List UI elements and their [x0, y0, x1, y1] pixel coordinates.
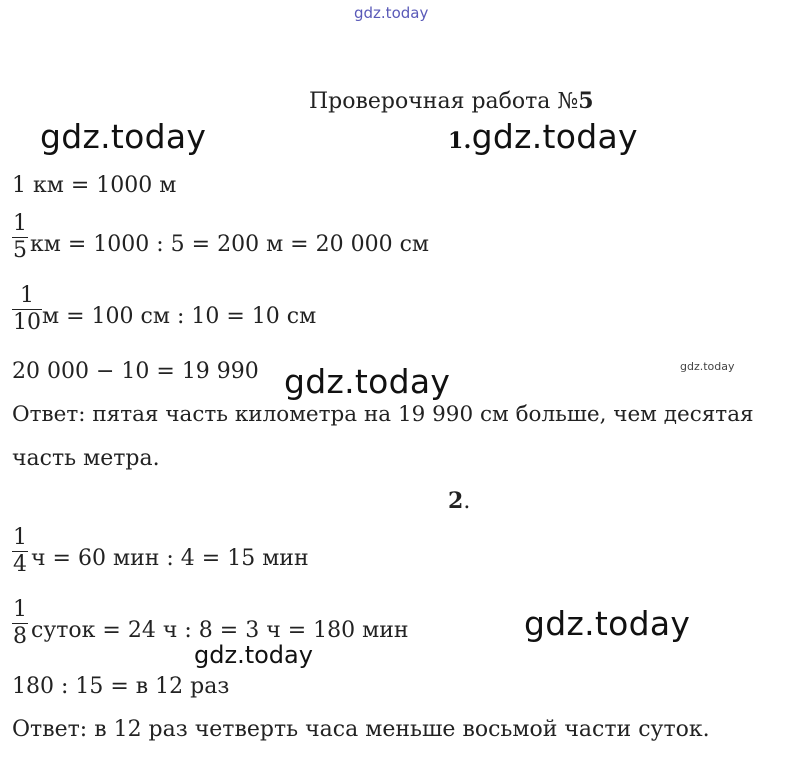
- fraction-denominator: 8: [13, 624, 27, 649]
- task2-line1: ч = 60 мин : 4 = 15 мин: [31, 546, 309, 571]
- fraction-denominator: 10: [13, 310, 41, 335]
- task1-number: 1.: [448, 128, 472, 154]
- task2-line2: суток = 24 ч : 8 = 3 ч = 180 мин: [31, 618, 409, 643]
- fraction-numerator: 1: [13, 597, 27, 622]
- task1-fraction2: [12, 284, 42, 335]
- watermark-5: gdz.today: [194, 641, 313, 669]
- task1-heading: [448, 117, 638, 156]
- watermark-small: gdz.today: [680, 360, 735, 373]
- watermark-top: gdz.today: [354, 4, 429, 22]
- task2-dot: .: [463, 489, 471, 514]
- task1-fraction1: [12, 212, 28, 263]
- fraction-numerator: 1: [13, 525, 27, 550]
- watermark-4: gdz.today: [524, 604, 691, 643]
- task2-answer: Ответ: в 12 раз четверть часа меньше восьмой части суток.: [12, 717, 710, 742]
- page-title-number: 5: [578, 88, 594, 114]
- task2-line3: 180 : 15 = в 12 раз: [12, 674, 230, 699]
- task1-answer-line1: Ответ: пятая часть километра на 19 990 см больше, чем десятая: [12, 402, 754, 427]
- fraction-numerator: 1: [20, 283, 34, 308]
- task2-number: 2: [448, 488, 464, 514]
- watermark-1: gdz.today: [40, 117, 207, 156]
- page-title: [309, 88, 594, 115]
- fraction-denominator: 5: [13, 238, 27, 263]
- task2-heading: [448, 488, 470, 515]
- task1-answer-line2: часть метра.: [12, 446, 160, 471]
- fraction-denominator: 4: [13, 552, 27, 577]
- watermark-2: gdz.today: [471, 117, 638, 156]
- task1-line1: 1 км = 1000 м: [12, 173, 177, 198]
- task1-line3: м = 100 см : 10 = 10 см: [42, 304, 317, 329]
- fraction-numerator: 1: [13, 211, 27, 236]
- task2-fraction1: [12, 526, 28, 577]
- watermark-3: gdz.today: [284, 362, 451, 401]
- page-title-text: Проверочная работа №: [309, 89, 579, 114]
- task1-line4: 20 000 − 10 = 19 990: [12, 359, 259, 384]
- task1-line2: км = 1000 : 5 = 200 м = 20 000 см: [30, 232, 430, 257]
- task2-fraction2: [12, 598, 28, 649]
